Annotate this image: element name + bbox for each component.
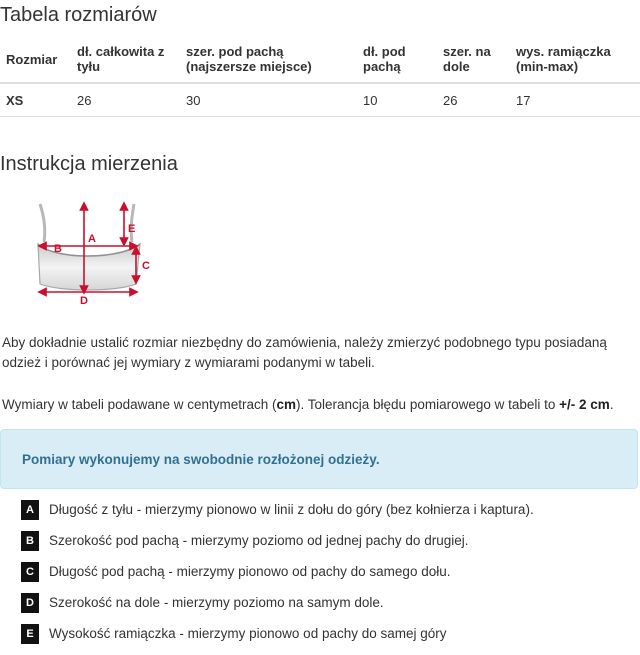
instructions-units-text: Wymiary w tabeli podawane w centymetrach (cm). Tolerancja błędu pomiarowego w tabeli to +/- 2 cm. — [2, 397, 614, 412]
header-size: Rozmiar — [0, 36, 69, 83]
list-item — [0, 593, 640, 613]
instructions-intro-text: Aby dokładnie ustalić rozmiar niezbędny do zamówienia, należy zmierzyć podobnego typu posiadaną odzież i porównać jej wymiary z wymiarami podanymi w tabeli. — [2, 335, 607, 370]
label-b: B — [54, 243, 62, 255]
header-armpit-width: szer. pod pachą (najszersze miejsce) — [178, 36, 355, 83]
cell-size: XS — [0, 83, 69, 117]
label-d: D — [80, 295, 88, 307]
list-item — [0, 624, 640, 644]
legend-letter-e: E — [21, 624, 39, 644]
legend-text-b: Szerokość pod pachą - mierzymy poziomo od jednej pachy do drugiej. — [49, 533, 469, 548]
size-table — [0, 36, 640, 117]
list-item — [0, 562, 640, 582]
legend-letter-c: C — [21, 562, 39, 582]
left-strap — [40, 204, 45, 242]
legend-letter-a: A — [21, 500, 39, 520]
info-alert-text: Pomiary wykonujemy na swobodnie rozłożonej odzieży. — [22, 452, 380, 467]
size-table-title: Tabela rozmiarów — [0, 4, 157, 26]
label-c: C — [142, 260, 150, 272]
header-underarm-length: dł. pod pachą — [355, 36, 435, 83]
header-strap-height: wys. ramiączka (min-max) — [508, 36, 640, 83]
legend-text-a: Długość z tyłu - mierzymy pionowo w linii z dołu do góry (bez kołnierza i kaptura). — [49, 502, 534, 517]
cell-bottom-width: 26 — [435, 83, 508, 117]
cell-armpit-width: 30 — [178, 83, 355, 117]
legend-text-c: Długość pod pachą - mierzymy pionowo od pachy do samego dołu. — [49, 564, 451, 579]
cell-underarm-length: 10 — [355, 83, 435, 117]
cell-back-length: 26 — [69, 83, 178, 117]
label-a: A — [88, 233, 96, 245]
cell-strap-height: 17 — [508, 83, 640, 117]
legend-text-d: Szerokość na dole - mierzymy poziomo na samym dole. — [49, 595, 384, 610]
garment-measurement-illustration — [24, 196, 160, 308]
legend-letter-d: D — [21, 593, 39, 613]
list-item — [0, 531, 640, 551]
size-table-header-row — [0, 36, 640, 83]
label-e: E — [128, 223, 136, 235]
measurement-instructions-title: Instrukcja mierzenia — [0, 153, 178, 175]
header-back-length: dł. całkowita z tyłu — [69, 36, 178, 83]
header-bottom-width: szer. na dole — [435, 36, 508, 83]
info-alert — [0, 429, 638, 489]
legend-text-e: Wysokość ramiączka - mierzymy pionowo od pachy do samej góry — [49, 626, 447, 641]
list-item — [0, 500, 640, 520]
legend-letter-b: B — [21, 531, 39, 551]
table-row — [0, 83, 640, 117]
